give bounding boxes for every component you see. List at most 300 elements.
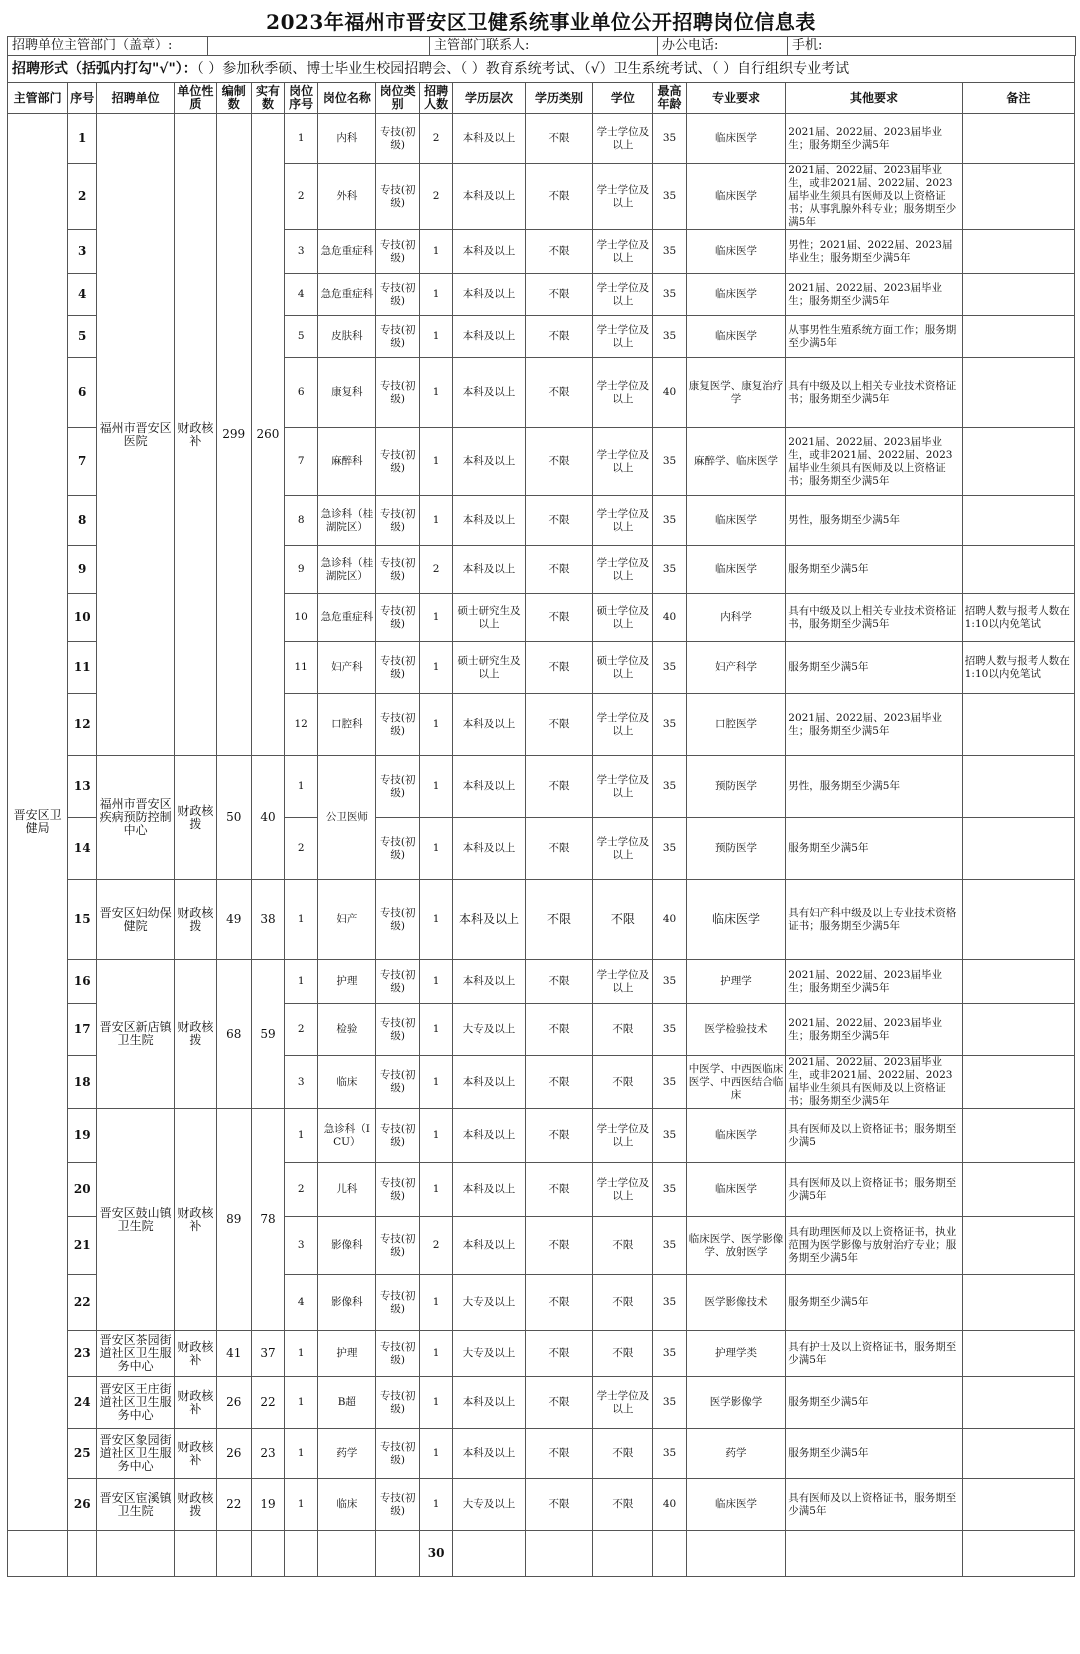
row-no: 26 <box>68 1479 97 1531</box>
remark <box>962 358 1074 428</box>
total-count: 30 <box>419 1531 452 1577</box>
table-row <box>8 880 1075 960</box>
pos-name: B超 <box>318 1377 376 1429</box>
recruit-count: 1 <box>419 428 452 496</box>
max-age: 40 <box>653 594 686 642</box>
other-req: 2021届、2022届、2023届毕业生，或非2021届、2022届、2023届毕业生须具有医师及以上资格证书；从事乳腺外科专业；服务期至少满5年 <box>786 164 962 230</box>
row-no: 5 <box>68 316 97 358</box>
recruit-count: 1 <box>419 496 452 546</box>
edu-level: 本科及以上 <box>453 274 526 316</box>
remark: 招聘人数与报考人数在1:10以内免笔试 <box>962 594 1074 642</box>
pos-no: 11 <box>285 642 318 694</box>
major: 内科学 <box>686 594 786 642</box>
recruit-count: 2 <box>419 1217 452 1275</box>
header-edu-type: 学历类别 <box>525 83 592 114</box>
pos-name: 妇产 <box>318 880 376 960</box>
max-age: 35 <box>653 546 686 594</box>
header-age: 最高年龄 <box>653 83 686 114</box>
edu-type: 不限 <box>525 274 592 316</box>
major: 临床医学 <box>686 316 786 358</box>
edu-level: 本科及以上 <box>453 880 526 960</box>
recruit-count: 1 <box>419 316 452 358</box>
remark <box>962 1429 1074 1479</box>
edu-type: 不限 <box>525 164 592 230</box>
unit-name: 晋安区新店镇卫生院 <box>97 960 175 1109</box>
pos-type: 专技(初级) <box>376 316 420 358</box>
header-pos-type: 岗位类别 <box>376 83 420 114</box>
major: 麻醉学、临床医学 <box>686 428 786 496</box>
pos-type: 专技(初级) <box>376 114 420 164</box>
pos-name: 内科 <box>318 114 376 164</box>
pos-no: 2 <box>285 1004 318 1056</box>
edu-level: 大专及以上 <box>453 1331 526 1377</box>
total-empty <box>175 1531 217 1577</box>
edu-type: 不限 <box>525 1479 592 1531</box>
remark <box>962 496 1074 546</box>
pos-name: 外科 <box>318 164 376 230</box>
pos-no: 1 <box>285 1429 318 1479</box>
recruit-count: 1 <box>419 1109 452 1163</box>
total-empty <box>318 1531 376 1577</box>
edu-type: 不限 <box>525 316 592 358</box>
major: 临床医学 <box>686 880 786 960</box>
major: 临床医学 <box>686 274 786 316</box>
unit-actual: 22 <box>251 1377 284 1429</box>
row-no: 20 <box>68 1163 97 1217</box>
total-empty <box>686 1531 786 1577</box>
row-no: 23 <box>68 1331 97 1377</box>
pos-type: 专技(初级) <box>376 230 420 274</box>
unit-name: 晋安区妇幼保健院 <box>97 880 175 960</box>
office-phone-label: 办公电话: <box>658 37 788 56</box>
major: 医学影像技术 <box>686 1275 786 1331</box>
other-req: 2021届、2022届、2023届毕业生；服务期至少满5年 <box>786 1004 962 1056</box>
pos-type: 专技(初级) <box>376 164 420 230</box>
pos-no: 8 <box>285 496 318 546</box>
total-empty <box>97 1531 175 1577</box>
edu-level: 本科及以上 <box>453 1109 526 1163</box>
remark <box>962 1377 1074 1429</box>
max-age: 35 <box>653 1004 686 1056</box>
total-empty <box>593 1531 653 1577</box>
max-age: 35 <box>653 1429 686 1479</box>
major: 临床医学 <box>686 114 786 164</box>
pos-type: 专技(初级) <box>376 1109 420 1163</box>
pos-no: 3 <box>285 230 318 274</box>
major: 临床医学 <box>686 164 786 230</box>
degree: 学士学位及以上 <box>593 960 653 1004</box>
total-empty <box>285 1531 318 1577</box>
recruit-count: 2 <box>419 546 452 594</box>
major: 临床医学、医学影像学、放射医学 <box>686 1217 786 1275</box>
table-row <box>8 1479 1075 1531</box>
edu-type: 不限 <box>525 642 592 694</box>
row-no: 16 <box>68 960 97 1004</box>
other-req: 男性，服务期至少满5年 <box>786 756 962 818</box>
other-req: 具有医师及以上资格证书，服务期至少满5年 <box>786 1479 962 1531</box>
pos-name: 急危重症科 <box>318 230 376 274</box>
pos-name: 麻醉科 <box>318 428 376 496</box>
pos-type: 专技(初级) <box>376 274 420 316</box>
edu-type: 不限 <box>525 1429 592 1479</box>
pos-no: 1 <box>285 756 318 818</box>
degree: 不限 <box>593 1056 653 1109</box>
degree: 硕士学位及以上 <box>593 642 653 694</box>
remark <box>962 1217 1074 1275</box>
other-req: 具有护士及以上资格证书，服务期至少满5年 <box>786 1331 962 1377</box>
edu-level: 本科及以上 <box>453 818 526 880</box>
recruit-count: 1 <box>419 694 452 756</box>
edu-type: 不限 <box>525 230 592 274</box>
row-no: 1 <box>68 114 97 164</box>
edu-level: 本科及以上 <box>453 428 526 496</box>
header-dept: 主管部门 <box>8 83 68 114</box>
edu-level: 本科及以上 <box>453 1056 526 1109</box>
other-req: 具有中级及以上相关专业技术资格证书，服务期至少满5年 <box>786 594 962 642</box>
unit-label: 招聘单位主管部门（盖章）: <box>8 37 208 56</box>
major: 中医学、中西医临床医学、中西医结合临床 <box>686 1056 786 1109</box>
row-no: 3 <box>68 230 97 274</box>
edu-level: 大专及以上 <box>453 1275 526 1331</box>
pos-type: 专技(初级) <box>376 1217 420 1275</box>
unit-quota: 26 <box>216 1429 251 1479</box>
degree: 学士学位及以上 <box>593 496 653 546</box>
recruit-count: 1 <box>419 1004 452 1056</box>
remark <box>962 274 1074 316</box>
pos-name: 影像科 <box>318 1217 376 1275</box>
degree: 不限 <box>593 1331 653 1377</box>
pos-no: 9 <box>285 546 318 594</box>
unit-value <box>208 37 430 56</box>
major: 口腔医学 <box>686 694 786 756</box>
recruit-count: 1 <box>419 880 452 960</box>
edu-type: 不限 <box>525 756 592 818</box>
unit-nature: 财政核补 <box>175 114 217 756</box>
other-req: 2021届、2022届、2023届毕业生，或非2021届、2022届、2023届毕业生须具有医师及以上资格证书；服务期至少满5年 <box>786 1056 962 1109</box>
edu-level: 本科及以上 <box>453 960 526 1004</box>
max-age: 35 <box>653 428 686 496</box>
edu-level: 本科及以上 <box>453 114 526 164</box>
edu-type: 不限 <box>525 1377 592 1429</box>
other-req: 服务期至少满5年 <box>786 1377 962 1429</box>
pos-no: 1 <box>285 1331 318 1377</box>
header-remark: 备注 <box>962 83 1074 114</box>
remark <box>962 756 1074 818</box>
row-no: 12 <box>68 694 97 756</box>
pos-name: 护理 <box>318 1331 376 1377</box>
other-req: 服务期至少满5年 <box>786 1429 962 1479</box>
pos-type: 专技(初级) <box>376 1331 420 1377</box>
row-no: 7 <box>68 428 97 496</box>
unit-quota: 22 <box>216 1479 251 1531</box>
remark <box>962 960 1074 1004</box>
max-age: 40 <box>653 358 686 428</box>
header-actual: 实有数 <box>251 83 284 114</box>
major: 临床医学 <box>686 230 786 274</box>
pos-no: 3 <box>285 1217 318 1275</box>
degree: 学士学位及以上 <box>593 1163 653 1217</box>
recruit-count: 1 <box>419 818 452 880</box>
total-empty <box>453 1531 526 1577</box>
pos-type: 专技(初级) <box>376 428 420 496</box>
edu-type: 不限 <box>525 694 592 756</box>
pos-type: 专技(初级) <box>376 496 420 546</box>
remark <box>962 230 1074 274</box>
max-age: 35 <box>653 756 686 818</box>
other-req: 男性；2021届、2022届、2023届毕业生；服务期至少满5年 <box>786 230 962 274</box>
recruit-mode <box>7 56 1075 82</box>
contact-label: 主管部门联系人: <box>430 37 658 56</box>
remark <box>962 114 1074 164</box>
pos-name: 儿科 <box>318 1163 376 1217</box>
unit-quota: 299 <box>216 114 251 756</box>
pos-type: 专技(初级) <box>376 546 420 594</box>
row-no: 6 <box>68 358 97 428</box>
pos-no: 4 <box>285 1275 318 1331</box>
unit-name: 福州市晋安区医院 <box>97 114 175 756</box>
row-no: 14 <box>68 818 97 880</box>
major: 预防医学 <box>686 756 786 818</box>
remark <box>962 546 1074 594</box>
pos-name: 检验 <box>318 1004 376 1056</box>
unit-name: 晋安区茶园街道社区卫生服务中心 <box>97 1331 175 1377</box>
total-empty <box>8 1531 68 1577</box>
pos-name: 公卫医师 <box>318 756 376 880</box>
recruit-count: 2 <box>419 164 452 230</box>
pos-no: 1 <box>285 880 318 960</box>
edu-level: 本科及以上 <box>453 1163 526 1217</box>
unit-nature: 财政核补 <box>175 1429 217 1479</box>
row-no: 19 <box>68 1109 97 1163</box>
page-title: 2023年福州市晋安区卫健系统事业单位公开招聘岗位信息表 <box>266 10 816 34</box>
unit-nature: 财政核补 <box>175 1109 217 1331</box>
recruit-count: 1 <box>419 1163 452 1217</box>
edu-type: 不限 <box>525 1163 592 1217</box>
pos-type: 专技(初级) <box>376 818 420 880</box>
total-empty <box>251 1531 284 1577</box>
major: 护理学类 <box>686 1331 786 1377</box>
edu-level: 本科及以上 <box>453 496 526 546</box>
edu-type: 不限 <box>525 818 592 880</box>
remark <box>962 164 1074 230</box>
table-row <box>8 1109 1075 1163</box>
other-req: 服务期至少满5年 <box>786 818 962 880</box>
info-bar <box>7 36 1076 56</box>
edu-level: 大专及以上 <box>453 1004 526 1056</box>
edu-type: 不限 <box>525 880 592 960</box>
pos-name: 急诊科（桂湖院区） <box>318 546 376 594</box>
unit-name: 晋安区鼓山镇卫生院 <box>97 1109 175 1331</box>
max-age: 35 <box>653 1217 686 1275</box>
remark: 招聘人数与报考人数在1:10以内免笔试 <box>962 642 1074 694</box>
unit-quota: 89 <box>216 1109 251 1331</box>
recruit-count: 1 <box>419 274 452 316</box>
pos-name: 临床 <box>318 1479 376 1531</box>
max-age: 35 <box>653 1056 686 1109</box>
total-empty <box>525 1531 592 1577</box>
pos-no: 10 <box>285 594 318 642</box>
pos-name: 急危重症科 <box>318 594 376 642</box>
other-req: 具有妇产科中级及以上专业技术资格证书；服务期至少满5年 <box>786 880 962 960</box>
pos-name: 妇产科 <box>318 642 376 694</box>
other-req: 2021届、2022届、2023届毕业生；服务期至少满5年 <box>786 960 962 1004</box>
pos-type: 专技(初级) <box>376 1004 420 1056</box>
edu-level: 大专及以上 <box>453 1479 526 1531</box>
unit-nature: 财政核拨 <box>175 1479 217 1531</box>
recruit-count: 1 <box>419 960 452 1004</box>
edu-level: 本科及以上 <box>453 694 526 756</box>
other-req: 服务期至少满5年 <box>786 642 962 694</box>
edu-type: 不限 <box>525 114 592 164</box>
edu-type: 不限 <box>525 1004 592 1056</box>
pos-no: 2 <box>285 1163 318 1217</box>
recruit-count: 1 <box>419 1429 452 1479</box>
unit-quota: 41 <box>216 1331 251 1377</box>
degree: 学士学位及以上 <box>593 694 653 756</box>
degree: 学士学位及以上 <box>593 546 653 594</box>
pos-type: 专技(初级) <box>376 1163 420 1217</box>
unit-nature: 财政核拨 <box>175 756 217 880</box>
max-age: 35 <box>653 164 686 230</box>
max-age: 35 <box>653 274 686 316</box>
pos-type: 专技(初级) <box>376 1056 420 1109</box>
pos-type: 专技(初级) <box>376 960 420 1004</box>
unit-actual: 23 <box>251 1429 284 1479</box>
remark <box>962 316 1074 358</box>
header-quota: 编制数 <box>216 83 251 114</box>
positions-table <box>7 82 1075 1577</box>
remark <box>962 1331 1074 1377</box>
degree: 学士学位及以上 <box>593 230 653 274</box>
major: 康复医学、康复治疗学 <box>686 358 786 428</box>
pos-type: 专技(初级) <box>376 1429 420 1479</box>
other-req: 2021届、2022届、2023届毕业生；服务期至少满5年 <box>786 114 962 164</box>
max-age: 35 <box>653 316 686 358</box>
recruit-count: 1 <box>419 1056 452 1109</box>
major: 临床医学 <box>686 546 786 594</box>
max-age: 35 <box>653 230 686 274</box>
edu-level: 本科及以上 <box>453 546 526 594</box>
header-count: 招聘人数 <box>419 83 452 114</box>
major: 临床医学 <box>686 1109 786 1163</box>
recruit-count: 1 <box>419 358 452 428</box>
edu-type: 不限 <box>525 1109 592 1163</box>
pos-no: 1 <box>285 960 318 1004</box>
pos-name: 康复科 <box>318 358 376 428</box>
pos-type: 专技(初级) <box>376 642 420 694</box>
max-age: 40 <box>653 880 686 960</box>
header-row <box>8 83 1075 114</box>
edu-level: 本科及以上 <box>453 358 526 428</box>
edu-type: 不限 <box>525 428 592 496</box>
max-age: 40 <box>653 1479 686 1531</box>
max-age: 35 <box>653 960 686 1004</box>
other-req: 具有助理医师及以上资格证书，执业范围为医学影像与放射治疗专业；服务期至少满5年 <box>786 1217 962 1275</box>
major: 医学影像学 <box>686 1377 786 1429</box>
pos-type: 专技(初级) <box>376 1275 420 1331</box>
recruit-count: 1 <box>419 1331 452 1377</box>
pos-name: 护理 <box>318 960 376 1004</box>
pos-type: 专技(初级) <box>376 880 420 960</box>
recruit-count: 1 <box>419 642 452 694</box>
recruit-count: 1 <box>419 1275 452 1331</box>
edu-type: 不限 <box>525 1217 592 1275</box>
table-row <box>8 1377 1075 1429</box>
pos-type: 专技(初级) <box>376 1377 420 1429</box>
row-no: 9 <box>68 546 97 594</box>
max-age: 35 <box>653 642 686 694</box>
remark <box>962 1479 1074 1531</box>
unit-actual: 59 <box>251 960 284 1109</box>
edu-level: 硕士研究生及以上 <box>453 594 526 642</box>
mobile-label: 手机: <box>788 37 1076 56</box>
degree: 学士学位及以上 <box>593 358 653 428</box>
unit-actual: 38 <box>251 880 284 960</box>
unit-actual: 40 <box>251 756 284 880</box>
recruit-count: 1 <box>419 594 452 642</box>
table-row <box>8 114 1075 164</box>
pos-type: 专技(初级) <box>376 756 420 818</box>
major: 医学检验技术 <box>686 1004 786 1056</box>
degree: 硕士学位及以上 <box>593 594 653 642</box>
pos-no: 1 <box>285 114 318 164</box>
degree: 学士学位及以上 <box>593 274 653 316</box>
edu-level: 本科及以上 <box>453 230 526 274</box>
other-req: 2021届、2022届、2023届毕业生；服务期至少满5年 <box>786 694 962 756</box>
pos-name: 口腔科 <box>318 694 376 756</box>
major: 护理学 <box>686 960 786 1004</box>
remark <box>962 1056 1074 1109</box>
row-no: 13 <box>68 756 97 818</box>
row-no: 15 <box>68 880 97 960</box>
degree: 不限 <box>593 1217 653 1275</box>
edu-type: 不限 <box>525 1056 592 1109</box>
pos-type: 专技(初级) <box>376 1479 420 1531</box>
row-no: 10 <box>68 594 97 642</box>
other-req: 从事男性生殖系统方面工作；服务期至少满5年 <box>786 316 962 358</box>
pos-no: 1 <box>285 1109 318 1163</box>
edu-type: 不限 <box>525 594 592 642</box>
edu-level: 本科及以上 <box>453 316 526 358</box>
unit-name: 晋安区象园街道社区卫生服务中心 <box>97 1429 175 1479</box>
total-empty <box>376 1531 420 1577</box>
other-req: 具有中级及以上相关专业技术资格证书；服务期至少满5年 <box>786 358 962 428</box>
recruit-count: 2 <box>419 114 452 164</box>
row-no: 21 <box>68 1217 97 1275</box>
unit-nature: 财政核拨 <box>175 880 217 960</box>
other-req: 2021届、2022届、2023届毕业生；服务期至少满5年 <box>786 274 962 316</box>
edu-level: 硕士研究生及以上 <box>453 642 526 694</box>
other-req: 服务期至少满5年 <box>786 546 962 594</box>
recruit-count: 1 <box>419 1377 452 1429</box>
major: 临床医学 <box>686 1479 786 1531</box>
row-no: 17 <box>68 1004 97 1056</box>
row-no: 8 <box>68 496 97 546</box>
unit-quota: 50 <box>216 756 251 880</box>
pos-type: 专技(初级) <box>376 694 420 756</box>
header-no: 序号 <box>68 83 97 114</box>
major: 临床医学 <box>686 496 786 546</box>
pos-no: 1 <box>285 1377 318 1429</box>
major: 药学 <box>686 1429 786 1479</box>
other-req: 服务期至少满5年 <box>786 1275 962 1331</box>
header-pos-no: 岗位序号 <box>285 83 318 114</box>
pos-no: 12 <box>285 694 318 756</box>
row-no: 22 <box>68 1275 97 1331</box>
total-empty <box>786 1531 962 1577</box>
edu-level: 本科及以上 <box>453 1377 526 1429</box>
remark <box>962 694 1074 756</box>
